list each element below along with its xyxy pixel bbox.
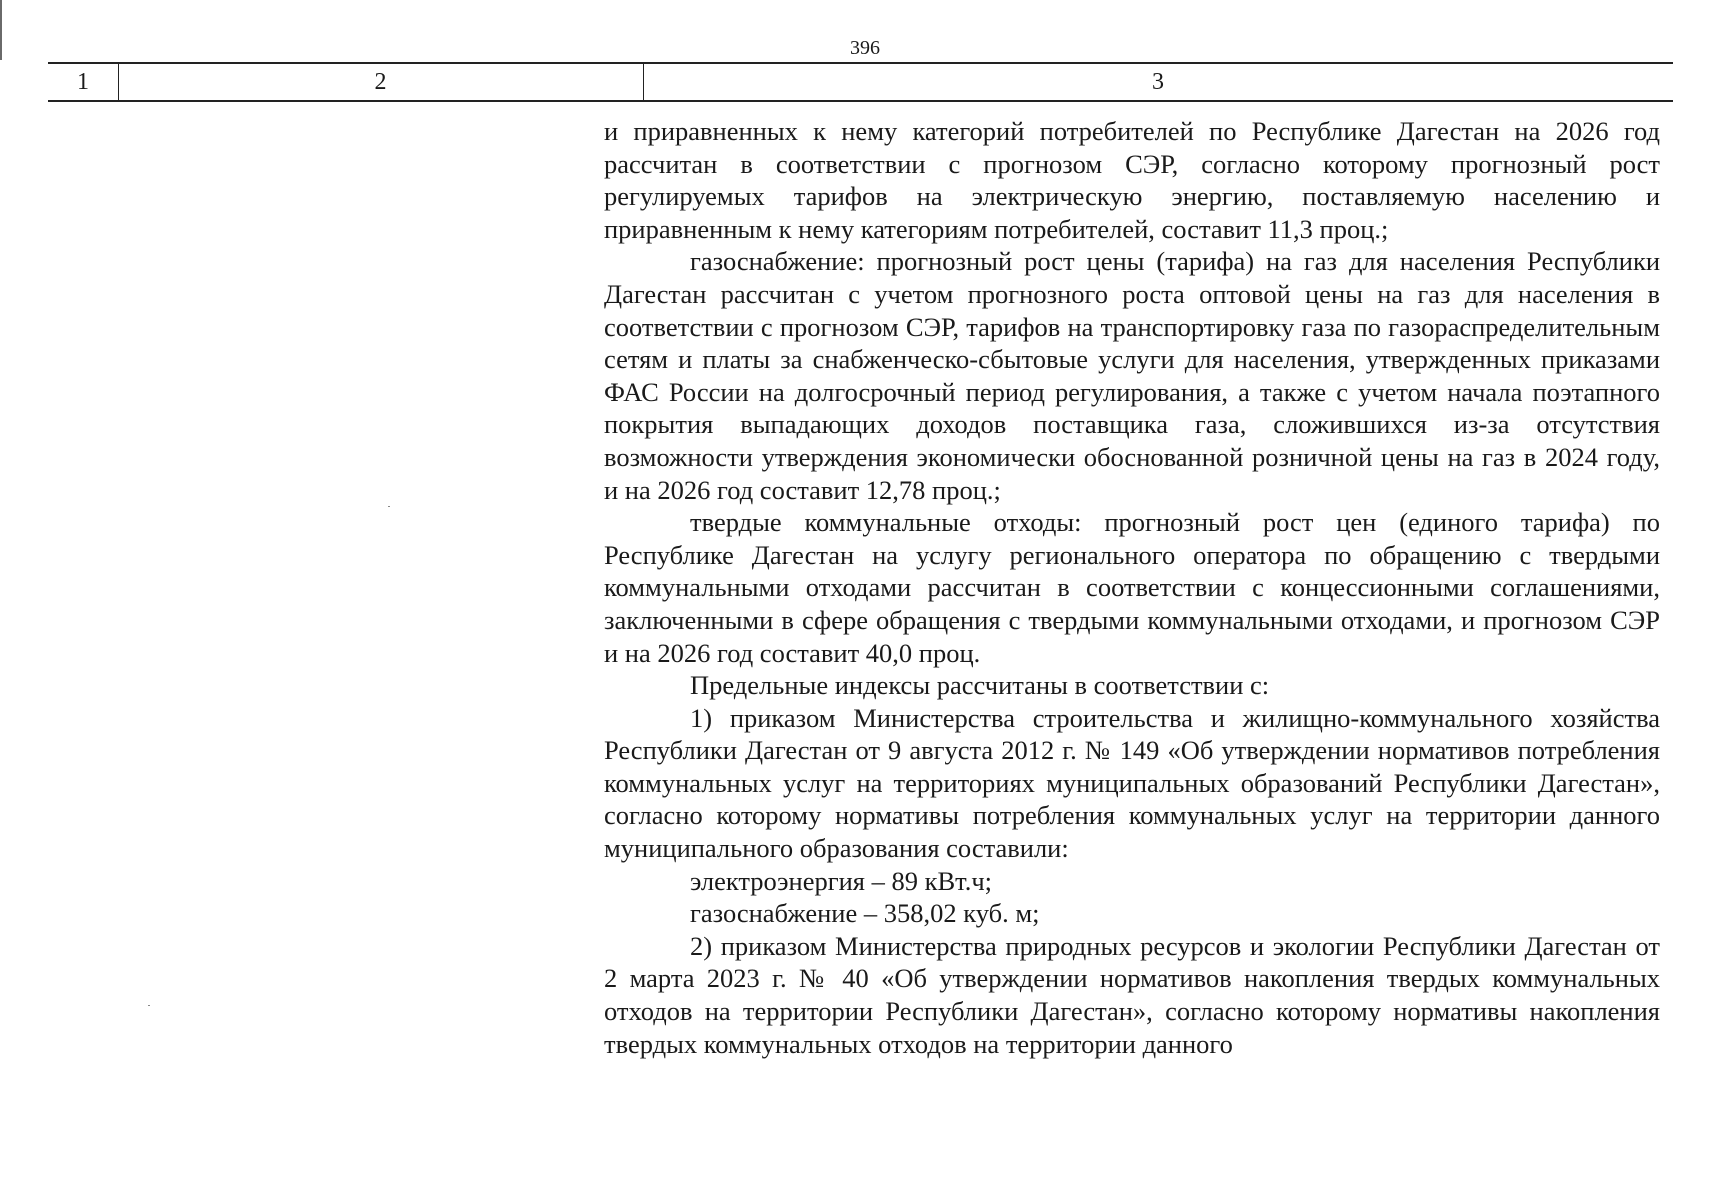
paragraph-order-1: 1) приказом Министерства строительства и жилищно-коммунального хозяйства Республики Дагестан от 9 августа 2012 г. № 149 «Об утверждении нормативов потребления коммунальных услуг на территориях муниципальных образований Республики Дагестан», согласно которому нормативы потребления коммунальных услуг на территории данного муниципального образования составили: [604,702,1660,864]
page-number: 396 [850,37,880,59]
column-number-1: 1 [77,69,89,95]
column-divider [118,62,119,100]
paragraph-indices-basis: Предельные индексы рассчитаны в соответствии с: [690,670,1270,701]
paragraph-gas-supply: газоснабжение: прогнозный рост цены (тарифа) на газ для населения Республики Дагестан рассчитан с учетом прогнозного роста оптовой цены на газ для населения в соответствии с прогнозом СЭР, тарифов на транспортировку газа по газораспределительным сетям и платы за снабженческо-сбытовые услуги для населения, утвержденных приказами ФАС России на долгосрочный период регулирования, а также с учетом начала поэтапного покрытия выпадающих доходов поставщика газа, сложившихся из-за отсутствия возможности утверждения экономически обоснованной розничной цены на газ в 2024 году, и на 2026 год составит 12,78 проц.; [604,246,1660,505]
scan-page-edge [0,0,2,60]
paragraph-solid-waste: твердые коммунальные отходы: прогнозный рост цен (единого тарифа) по Республике Дагестан на услугу регионального оператора по обращению с твердыми коммунальными отходами рассчитан в соответствии с концессионными соглашениями, заключенными в сфере обращения с твердыми коммунальными отходами, и прогнозом СЭР и на 2026 год составит 40,0 проц. [604,507,1660,668]
column-3-text [604,115,1660,1060]
column-number-3: 3 [1152,69,1164,95]
scan-speck [148,1005,150,1006]
paragraph-electricity-norm: электроэнергия – 89 кВт.ч; [690,865,993,896]
paragraph-electricity-continuation: и приравненных к нему категорий потребителей по Республике Дагестан на 2026 год рассчитан в соответствии с прогнозом СЭР, согласно которому прогнозный рост регулируемых тарифов на электрическую энергию, поставляемую населению и приравненным к нему категориям потребителей, составит 11,3 проц.; [604,116,1660,244]
paragraph-gas-norm: газоснабжение – 358,02 куб. м; [690,898,1040,929]
column-number-2: 2 [374,69,387,95]
column-divider [643,62,644,100]
scan-speck [388,506,390,507]
paragraph-order-2: 2) приказом Министерства природных ресурсов и экологии Республики Дагестан от 2 марта 2023 г. № 40 «Об утверждении нормативов накопления твердых коммунальных отходов на территории Республики Дагестан», согласно которому нормативы накопления твердых коммунальных отходов на территории данного [604,930,1660,1059]
table-header-row [48,62,1673,102]
